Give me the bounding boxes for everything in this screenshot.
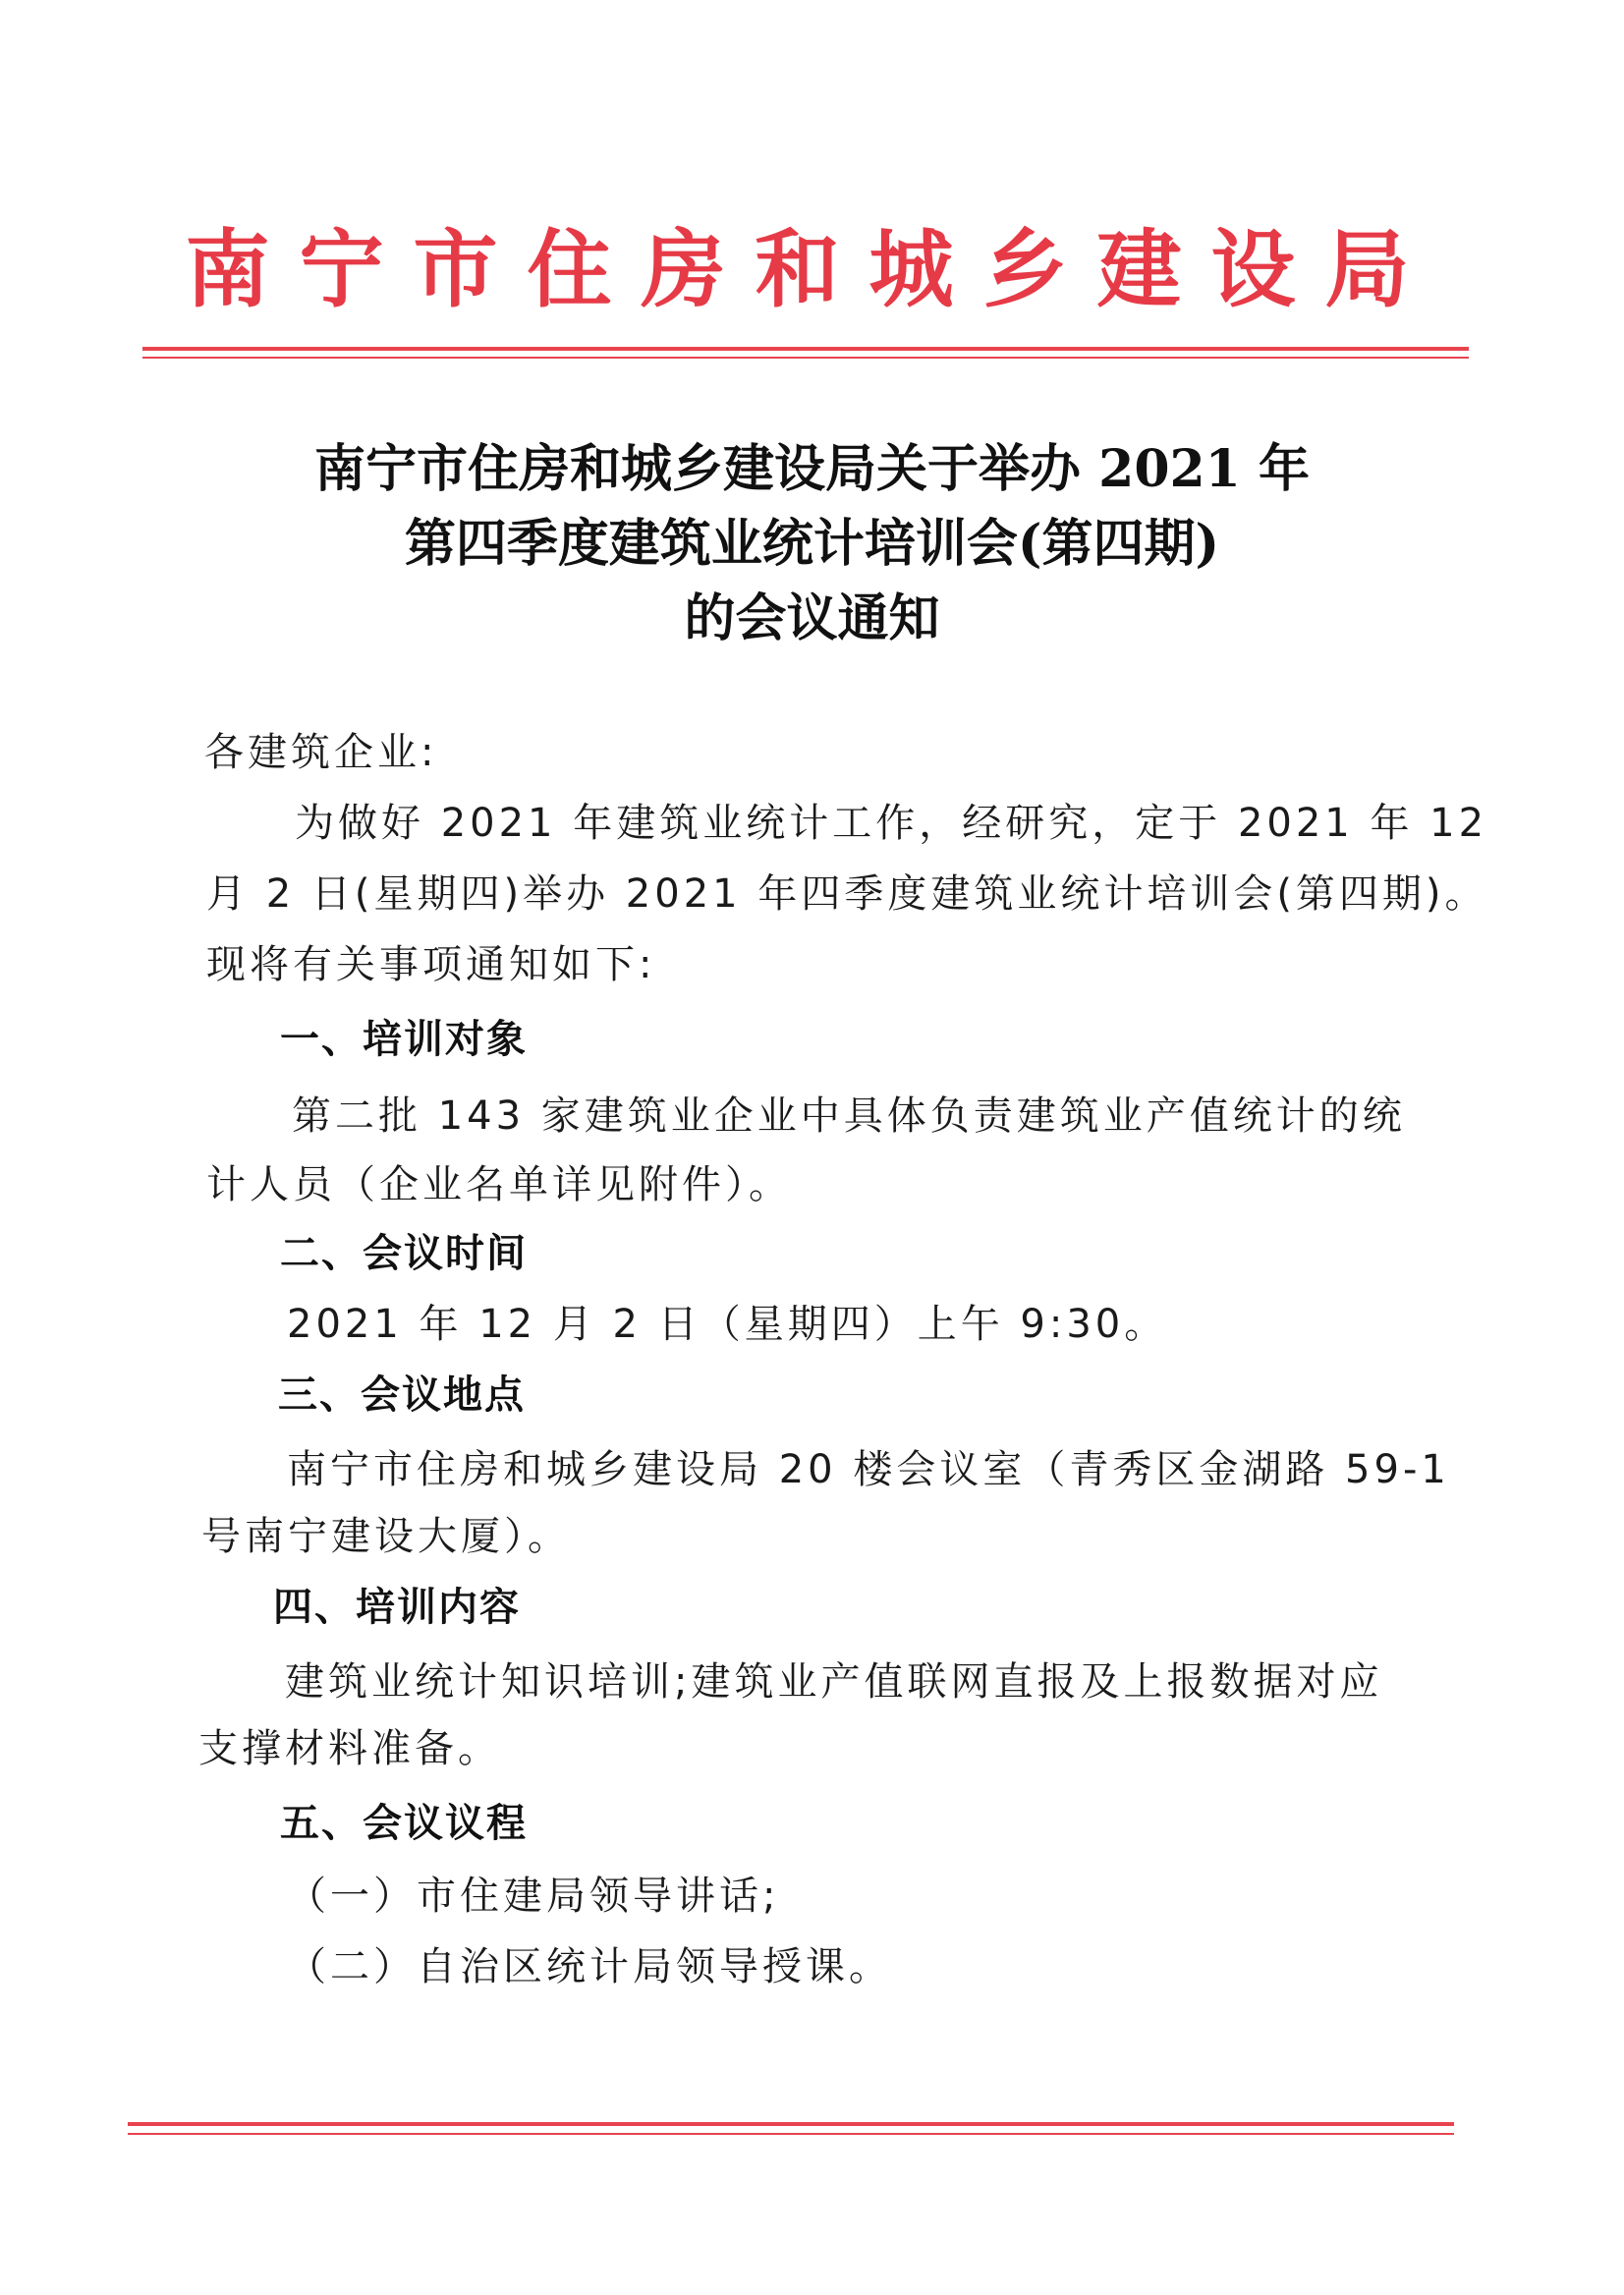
footer-rule-thick bbox=[128, 2122, 1454, 2126]
letterhead-organization: 南宁市住房和城乡建设局 bbox=[185, 220, 1439, 319]
section-5-line-1: （一）市住建局领导讲话; bbox=[287, 1874, 780, 1919]
intro-line-2: 月 2 日(星期四)举办 2021 年四季度建筑业统计培训会(第四期)。 bbox=[206, 871, 1488, 917]
document-title-line-2: 第四季度建筑业统计培训会(第四期) bbox=[404, 514, 1220, 574]
section-heading-3: 三、会议地点 bbox=[278, 1372, 526, 1418]
salutation: 各建筑企业: bbox=[204, 730, 438, 775]
intro-line-3: 现将有关事项通知如下: bbox=[206, 942, 656, 987]
section-1-line-1: 第二批 143 家建筑业企业中具体负责建筑业产值统计的统 bbox=[292, 1093, 1406, 1139]
section-3-line-1: 南宁市住房和城乡建设局 20 楼会议室（青秀区金湖路 59-1 bbox=[287, 1447, 1450, 1492]
section-heading-5: 五、会议议程 bbox=[280, 1801, 528, 1846]
document-title-line-1: 南宁市住房和城乡建设局关于举办 2021 年 bbox=[314, 439, 1310, 499]
intro-line-1: 为做好 2021 年建筑业统计工作，经研究，定于 2021 年 12 bbox=[295, 801, 1488, 846]
section-heading-4: 四、培训内容 bbox=[273, 1585, 521, 1630]
section-5-line-2: （二）自治区统计局领导授课。 bbox=[287, 1944, 892, 1989]
section-2-line-1: 2021 年 12 月 2 日（星期四）上午 9:30。 bbox=[287, 1302, 1168, 1347]
letterhead-rule-thin bbox=[142, 357, 1469, 359]
section-4-line-1: 建筑业统计知识培训;建筑业产值联网直报及上报数据对应 bbox=[285, 1659, 1383, 1705]
section-heading-1: 一、培训对象 bbox=[280, 1017, 528, 1062]
letterhead-rule-thick bbox=[142, 347, 1469, 351]
section-3-line-2: 号南宁建设大厦）。 bbox=[201, 1514, 571, 1559]
section-4-line-2: 支撑材料准备。 bbox=[198, 1726, 501, 1771]
document-title-line-3: 的会议通知 bbox=[684, 588, 940, 648]
section-1-line-2: 计人员（企业名单详见附件）。 bbox=[206, 1162, 792, 1207]
section-heading-2: 二、会议时间 bbox=[280, 1231, 528, 1276]
footer-rule-thin bbox=[128, 2133, 1454, 2135]
